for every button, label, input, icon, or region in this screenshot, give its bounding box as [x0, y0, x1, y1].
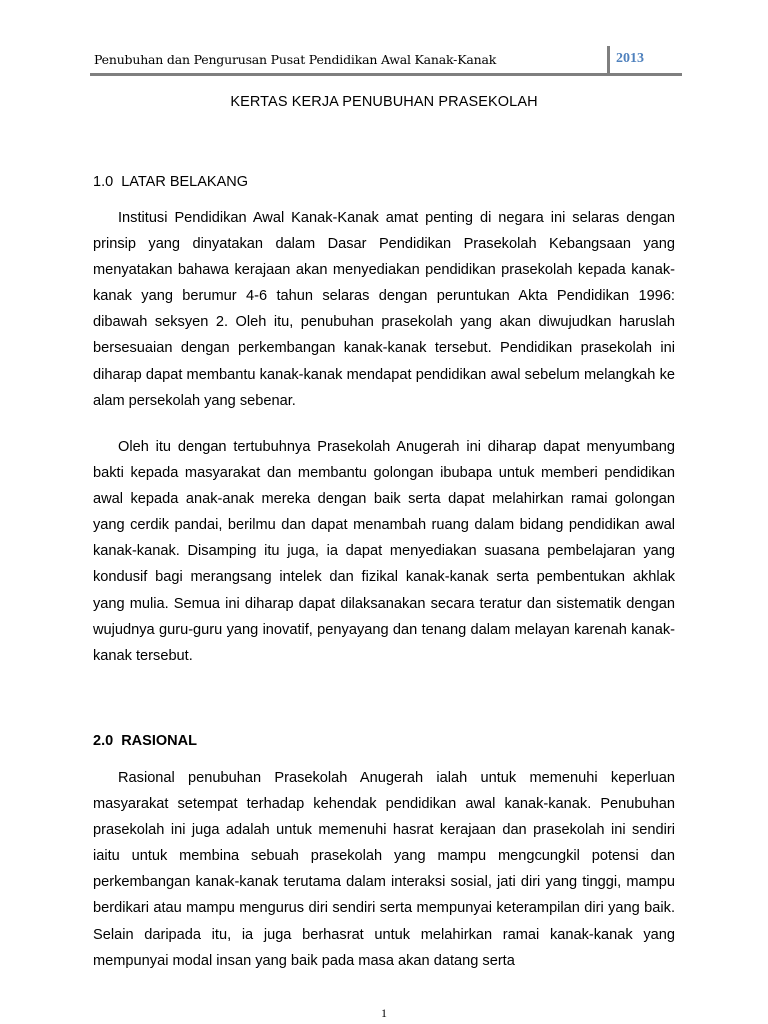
paragraph-latar-belakang-2: Oleh itu dengan tertubuhnya Prasekolah Anugerah ini diharap dapat menyumbang bakti kepada masyarakat dan membantu golongan ibubapa untuk memberi pendidikan awal kepada anak-anak mereka dengan baik serta dapat melahirkan ramai golongan yang cerdik pandai, berilmu dan dapat menambah ruang dalam bidang pendidikan awal kanak-kanak. Disamping itu juga, ia dapat menyediakan suasana pembelajaran yang kondusif bagi merangsang intelek dan fizikal kanak-kanak serta pembentukan akhlak yang mulia. Semua ini diharap dapat dilaksanakan secara teratur dan sistematik dengan wujudnya guru-guru yang inovatif, penyayang dan tenang dalam melayan karenah kanak-kanak tersebut.: [93, 439, 675, 664]
section-heading-rasional: 2.0 RASIONAL: [93, 733, 197, 749]
header-divider: [607, 46, 610, 73]
header-title: Penubuhan dan Pengurusan Pusat Pendidikan Awal Kanak-Kanak: [94, 52, 497, 67]
page-number: 1: [381, 1006, 387, 1020]
running-header: [90, 44, 682, 76]
paragraph-latar-belakang-1: Institusi Pendidikan Awal Kanak-Kanak amat penting di negara ini selaras dengan prinsip yang dinyatakan dalam Dasar Pendidikan Prasekolah Kebangsaan yang menyatakan bahawa kerajaan akan menyediakan pendidikan prasekolah kepada kanak-kanak yang berumur 4-6 tahun selaras dengan peruntukan Akta Pendidikan 1996: dibawah seksyen 2. Oleh itu, penubuhan prasekolah yang akan diwujudkan haruslah bersesuaian dengan perkembangan kanak-kanak tersebut. Pendidikan prasekolah ini diharap dapat membantu kanak-kanak mendapat pendidikan awal sebelum melangkah ke alam persekolah yang sebenar.: [93, 210, 675, 409]
section-heading-latar-belakang: 1.0 LATAR BELAKANG: [93, 174, 248, 190]
header-year: 2013: [616, 51, 644, 66]
paragraph-rasional-1: Rasional penubuhan Prasekolah Anugerah ialah untuk memenuhi keperluan masyarakat setempat terhadap kehendak pendidikan awal kanak-kanak. Penubuhan prasekolah ini juga adalah untuk memenuhi hasrat kerajaan dan prasekolah ini sendiri iaitu untuk membina sebuah prasekolah yang mampu mengcungkil potensi dan perkembangan kanak-kanak terutama dalam interaksi sosial, jati diri yang tinggi, mampu berdikari atau mampu mengurus diri sendiri serta mempunyai keterampilan diri yang baik. Selain daripada itu, ia juga berhasrat untuk melahirkan ramai kanak-kanak yang mempunyai modal insan yang baik pada masa akan datang serta: [93, 770, 675, 969]
header-rule: [90, 73, 682, 76]
document-title: KERTAS KERJA PENUBUHAN PRASEKOLAH: [230, 94, 538, 110]
